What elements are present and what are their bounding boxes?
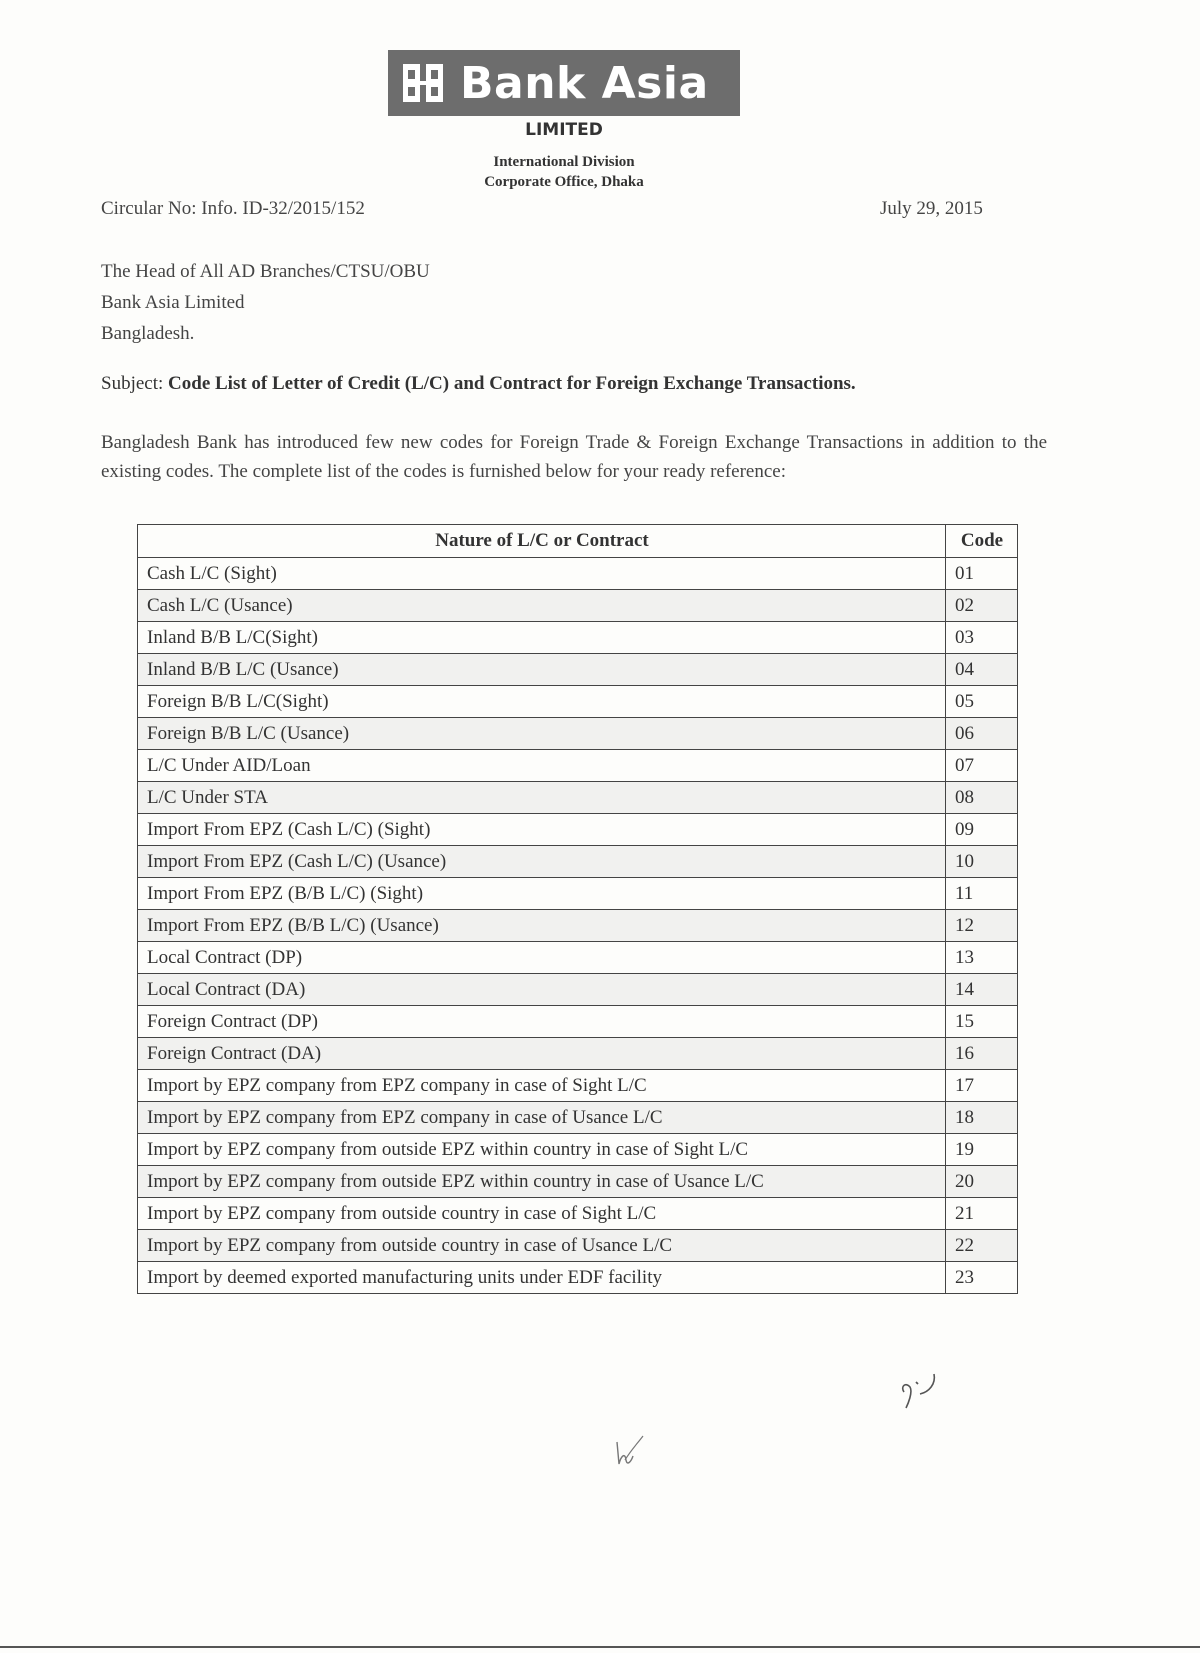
table-row (138, 878, 1018, 910)
nature-cell: Cash L/C (Sight) (138, 558, 946, 590)
nature-cell: Import From EPZ (B/B L/C) (Sight) (138, 878, 946, 910)
code-cell: 01 (946, 558, 1018, 590)
code-cell: 11 (946, 878, 1018, 910)
nature-cell: Foreign Contract (DA) (138, 1038, 946, 1070)
table-row (138, 910, 1018, 942)
nature-cell: Foreign B/B L/C(Sight) (138, 686, 946, 718)
code-cell: 20 (946, 1166, 1018, 1198)
nature-cell: Import by EPZ company from EPZ company in case of Sight L/C (138, 1070, 946, 1102)
handwritten-signature-mark (896, 1370, 946, 1410)
code-cell: 05 (946, 686, 1018, 718)
nature-cell: Import From EPZ (B/B L/C) (Usance) (138, 910, 946, 942)
handwritten-initial-mark (611, 1432, 647, 1472)
nature-cell: L/C Under AID/Loan (138, 750, 946, 782)
table-row (138, 846, 1018, 878)
table-row (138, 814, 1018, 846)
nature-cell: Foreign B/B L/C (Usance) (138, 718, 946, 750)
nature-cell: Import by deemed exported manufacturing units under EDF facility (138, 1262, 946, 1294)
table-row (138, 750, 1018, 782)
table-row (138, 1230, 1018, 1262)
office-name: Corporate Office, Dhaka (484, 174, 644, 190)
table-row (138, 590, 1018, 622)
code-cell: 10 (946, 846, 1018, 878)
address-line-2: Bank Asia Limited (101, 292, 245, 313)
nature-cell: Import by EPZ company from outside EPZ within country in case of Sight L/C (138, 1134, 946, 1166)
nature-cell: Local Contract (DA) (138, 974, 946, 1006)
code-cell: 06 (946, 718, 1018, 750)
nature-cell: Import From EPZ (Cash L/C) (Sight) (138, 814, 946, 846)
code-cell: 19 (946, 1134, 1018, 1166)
code-cell: 02 (946, 590, 1018, 622)
table-row (138, 1198, 1018, 1230)
subject-text: Code List of Letter of Credit (L/C) and Contract for Foreign Exchange Transactions. (168, 373, 856, 394)
code-cell: 12 (946, 910, 1018, 942)
header-nature: Nature of L/C or Contract (138, 525, 946, 558)
nature-cell: Import From EPZ (Cash L/C) (Usance) (138, 846, 946, 878)
table-row (138, 1166, 1018, 1198)
nature-cell: Cash L/C (Usance) (138, 590, 946, 622)
code-cell: 13 (946, 942, 1018, 974)
code-cell: 09 (946, 814, 1018, 846)
nature-cell: Import by EPZ company from outside country in case of Usance L/C (138, 1230, 946, 1262)
nature-cell: L/C Under STA (138, 782, 946, 814)
logo-text: Bank Asia (460, 57, 709, 109)
address-line-1: The Head of All AD Branches/CTSU/OBU (101, 261, 430, 282)
code-cell: 04 (946, 654, 1018, 686)
code-cell: 18 (946, 1102, 1018, 1134)
code-list-table (137, 524, 1018, 1294)
circular-number: Circular No: Info. ID-32/2015/152 (101, 198, 365, 219)
code-cell: 22 (946, 1230, 1018, 1262)
bank-asia-logo-icon (400, 60, 446, 106)
table-row (138, 1102, 1018, 1134)
division-info (388, 152, 740, 192)
nature-cell: Import by EPZ company from outside EPZ within country in case of Usance L/C (138, 1166, 946, 1198)
logo-suffix: LIMITED (525, 120, 603, 140)
table-row (138, 1262, 1018, 1294)
code-cell: 03 (946, 622, 1018, 654)
table-row (138, 1038, 1018, 1070)
address-block (101, 256, 430, 349)
bank-asia-logo (388, 50, 740, 116)
table-row (138, 974, 1018, 1006)
table-row (138, 1134, 1018, 1166)
table-row (138, 1070, 1018, 1102)
subject-label: Subject: (101, 373, 164, 394)
address-line-3: Bangladesh. (101, 323, 195, 344)
scan-bottom-edge (0, 1646, 1200, 1648)
table-body (138, 558, 1018, 1294)
code-cell: 08 (946, 782, 1018, 814)
code-cell: 07 (946, 750, 1018, 782)
division-name: International Division (493, 154, 635, 170)
code-cell: 23 (946, 1262, 1018, 1294)
table-row (138, 654, 1018, 686)
code-cell: 16 (946, 1038, 1018, 1070)
code-cell: 17 (946, 1070, 1018, 1102)
table-row (138, 558, 1018, 590)
nature-cell: Import by EPZ company from EPZ company in case of Usance L/C (138, 1102, 946, 1134)
subject-line (101, 373, 856, 395)
table-row (138, 686, 1018, 718)
nature-cell: Inland B/B L/C(Sight) (138, 622, 946, 654)
code-cell: 14 (946, 974, 1018, 1006)
table-row (138, 942, 1018, 974)
circular-date: July 29, 2015 (880, 198, 983, 219)
table-row (138, 622, 1018, 654)
nature-cell: Foreign Contract (DP) (138, 1006, 946, 1038)
code-cell: 15 (946, 1006, 1018, 1038)
code-cell: 21 (946, 1198, 1018, 1230)
intro-paragraph: Bangladesh Bank has introduced few new codes for Foreign Trade & Foreign Exchange Transactions in addition to the existing codes. The complete list of the codes is furnished below for your ready reference: (101, 432, 1047, 482)
table-header-row (138, 525, 1018, 558)
table-row (138, 782, 1018, 814)
table-row (138, 1006, 1018, 1038)
nature-cell: Import by EPZ company from outside country in case of Sight L/C (138, 1198, 946, 1230)
table-row (138, 718, 1018, 750)
header-code: Code (946, 525, 1018, 558)
nature-cell: Local Contract (DP) (138, 942, 946, 974)
nature-cell: Inland B/B L/C (Usance) (138, 654, 946, 686)
